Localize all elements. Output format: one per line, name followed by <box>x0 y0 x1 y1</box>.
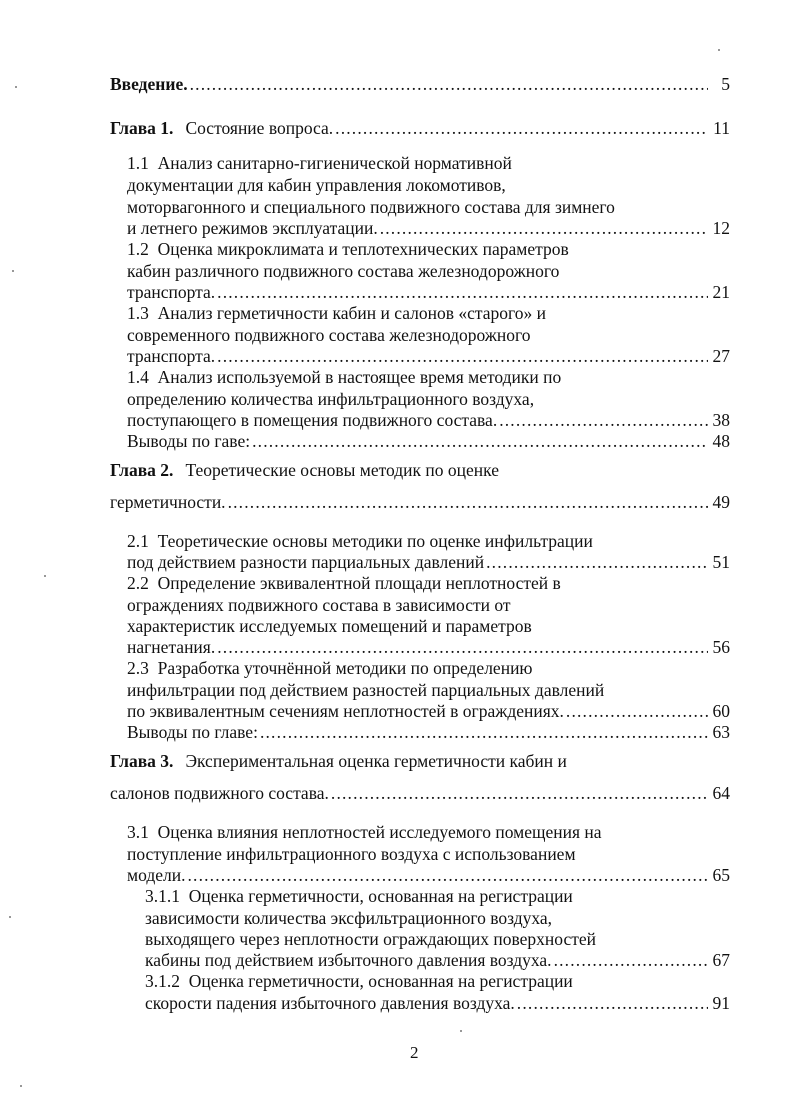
toc-entry-3-1-1-line3 <box>145 929 596 950</box>
leader-dots <box>260 722 708 743</box>
section-page: 91 <box>712 993 730 1013</box>
leader-dots <box>217 637 708 658</box>
toc-entry-1-2-line2 <box>127 261 559 282</box>
section-number: 1.3 <box>127 303 149 323</box>
section-title-line: характеристик исследуемых помещений и параметров <box>127 616 532 636</box>
section-title-line: Оценка герметичности, основанная на регистрации <box>188 971 573 991</box>
leader-dots <box>335 118 708 139</box>
section-title-line: Анализ герметичности кабин и салонов «старого» и <box>157 303 547 323</box>
section-title-line: поступление инфильтрационного воздуха с использованием <box>127 844 576 864</box>
chapter2-title: Теоретические основы методик по оценке <box>185 460 499 480</box>
toc-entry-1-4-line1 <box>127 367 561 388</box>
page-number: 2 <box>410 1043 419 1062</box>
leader-dots <box>217 346 708 367</box>
section-number: 2.1 <box>127 531 149 551</box>
toc-entry-1-4-line2 <box>127 389 534 410</box>
section-number: 3.1.1 <box>145 886 180 906</box>
chapter1-page: 11 <box>713 118 730 138</box>
leader-dots <box>228 492 708 513</box>
section-title-line: Оценка герметичности, основанная на регистрации <box>188 886 573 906</box>
toc-entry-3-1-1-line1 <box>145 886 573 907</box>
toc-entry-1-3-line2 <box>127 325 531 346</box>
chapter3-label: Глава 3. <box>110 751 174 771</box>
section-number: 2.3 <box>127 658 149 678</box>
section-title-line: под действием разности парциальных давлений <box>127 552 485 572</box>
chapter3-page: 64 <box>712 783 730 803</box>
section-title-line: нагнетания. <box>127 637 216 657</box>
toc-entry-chapter2-line1 <box>110 460 499 481</box>
toc-entry-2-1-line2 <box>127 552 730 573</box>
scan-speck <box>9 916 11 918</box>
conclusions-title: Выводы по главе: <box>127 722 258 742</box>
section-number: 1.4 <box>127 367 149 387</box>
toc-entry-1-2-line3 <box>127 282 730 303</box>
leader-dots <box>554 950 708 971</box>
scan-speck <box>44 575 46 577</box>
chapter2-label: Глава 2. <box>110 460 174 480</box>
section-number: 3.1.2 <box>145 971 180 991</box>
section-title-line: кабин различного подвижного состава железнодорожного <box>127 261 560 281</box>
section-title-line: транспорта. <box>127 346 216 366</box>
toc-entry-chapter3-line1 <box>110 751 567 772</box>
section-title-line: документации для кабин управления локомотивов, <box>127 175 506 195</box>
scan-speck <box>20 1085 22 1087</box>
toc-entry-3-1-line1 <box>127 822 602 843</box>
section-title-line: современного подвижного состава железнодорожного <box>127 325 531 345</box>
toc-entry-2-2-line3 <box>127 616 532 637</box>
toc-entry-2-2-line2 <box>127 595 511 616</box>
section-page: 51 <box>712 552 730 572</box>
toc-entry-1-1-line1 <box>127 153 512 174</box>
toc-entry-chapter2-conclusions <box>127 722 730 743</box>
section-title-line: Оценка влияния неплотностей исследуемого помещения на <box>157 822 602 842</box>
toc-entry-2-2-line1 <box>127 573 561 594</box>
section-title-line: модели. <box>127 865 186 885</box>
section-page: 21 <box>712 282 730 302</box>
scan-speck <box>15 86 17 88</box>
chapter3-title-cont: салонов подвижного состава. <box>110 783 329 803</box>
section-title-line: поступающего в помещения подвижного состава. <box>127 410 498 430</box>
leader-dots <box>217 282 708 303</box>
toc-entry-1-3-line3 <box>127 346 730 367</box>
section-title-line: моторвагонного и специального подвижного состава для зимнего <box>127 197 615 217</box>
toc-entry-3-1-1-line2 <box>145 908 552 929</box>
section-title-line: Разработка уточнённой методики по определению <box>157 658 533 678</box>
section-page: 12 <box>712 218 730 238</box>
chapter2-title-cont: герметичности. <box>110 492 226 512</box>
section-number: 2.2 <box>127 573 149 593</box>
section-title-line: скорости падения избыточного давления воздуха. <box>145 993 515 1013</box>
toc-entry-3-1-1-line4 <box>145 950 730 971</box>
chapter1-title: Состояние вопроса. <box>185 118 334 138</box>
section-title-line: инфильтрации под действием разностей парциальных давлений <box>127 680 605 700</box>
toc-entry-2-1-line1 <box>127 531 593 552</box>
section-title-line: транспорта. <box>127 282 216 302</box>
section-number: 1.2 <box>127 239 149 259</box>
section-title-line: определению количества инфильтрационного воздуха, <box>127 389 535 409</box>
toc-entry-1-1-line4 <box>127 218 730 239</box>
chapter3-title: Экспериментальная оценка герметичности кабин и <box>185 751 567 771</box>
toc-entry-2-3-line2 <box>127 680 604 701</box>
section-page: 60 <box>712 701 730 721</box>
toc-entry-chapter2-line2 <box>110 492 730 513</box>
scan-speck <box>718 49 720 51</box>
leader-dots <box>517 993 708 1014</box>
section-title-line: зависимости количества эксфильтрационного воздуха, <box>145 908 553 928</box>
toc-entry-chapter1-conclusions <box>127 431 730 452</box>
section-page: 67 <box>712 950 730 970</box>
section-title-line: кабины под действием избыточного давления воздуха. <box>145 950 552 970</box>
section-title-line: Определение эквивалентной площади неплотностей в <box>157 573 561 593</box>
section-title-line: Анализ используемой в настоящее время методики по <box>157 367 562 387</box>
chapter2-page: 49 <box>712 492 730 512</box>
leader-dots <box>252 431 708 452</box>
toc-entry-1-2-line1 <box>127 239 569 260</box>
section-title-line: выходящего через неплотности ограждающих поверхностей <box>145 929 596 949</box>
section-page: 65 <box>712 865 730 885</box>
toc-entry-3-1-line3 <box>127 865 730 886</box>
toc-entry-3-1-2-line1 <box>145 971 573 992</box>
section-page: 48 <box>712 431 730 451</box>
section-page: 27 <box>712 346 730 366</box>
leader-dots <box>380 218 708 239</box>
toc-entry-1-3-line1 <box>127 303 546 324</box>
section-title-line: Теоретические основы методики по оценке инфильтрации <box>157 531 593 551</box>
chapter1-label: Глава 1. <box>110 118 174 138</box>
toc-entry-2-2-line4 <box>127 637 730 658</box>
toc-entry-2-3-line3 <box>127 701 730 722</box>
section-title-line: по эквивалентным сечениям неплотностей в ограждениях. <box>127 701 564 721</box>
leader-dots <box>190 74 708 95</box>
toc-entry-chapter1 <box>110 118 730 139</box>
section-page: 56 <box>712 637 730 657</box>
section-title-line: Анализ санитарно-гигиенической нормативной <box>157 153 512 173</box>
toc-entry-chapter3-line2 <box>110 783 730 804</box>
toc-entry-3-1-line2 <box>127 844 576 865</box>
section-title-line: ограждениях подвижного состава в зависимости от <box>127 595 511 615</box>
section-number: 3.1 <box>127 822 149 842</box>
leader-dots <box>499 410 708 431</box>
scan-speck <box>460 1030 462 1032</box>
toc-entry-intro <box>110 74 730 95</box>
leader-dots <box>331 783 708 804</box>
section-page: 38 <box>712 410 730 430</box>
scan-speck <box>12 270 14 272</box>
leader-dots <box>566 701 708 722</box>
section-page: 63 <box>712 722 730 742</box>
toc-entry-1-1-line3 <box>127 197 615 218</box>
leader-dots <box>187 865 708 886</box>
section-title-line: и летнего режимов эксплуатации. <box>127 218 378 238</box>
toc-entry-1-4-line3 <box>127 410 730 431</box>
section-number: 1.1 <box>127 153 149 173</box>
toc-entry-3-1-2-line2 <box>145 993 730 1014</box>
toc-intro-title: Введение. <box>110 74 188 94</box>
leader-dots <box>486 552 708 573</box>
toc-entry-1-1-line2 <box>127 175 506 196</box>
toc-intro-page: 5 <box>721 74 730 94</box>
section-title-line: Оценка микроклимата и теплотехнических параметров <box>157 239 569 259</box>
conclusions-title: Выводы по гаве: <box>127 431 251 451</box>
toc-entry-2-3-line1 <box>127 658 533 679</box>
